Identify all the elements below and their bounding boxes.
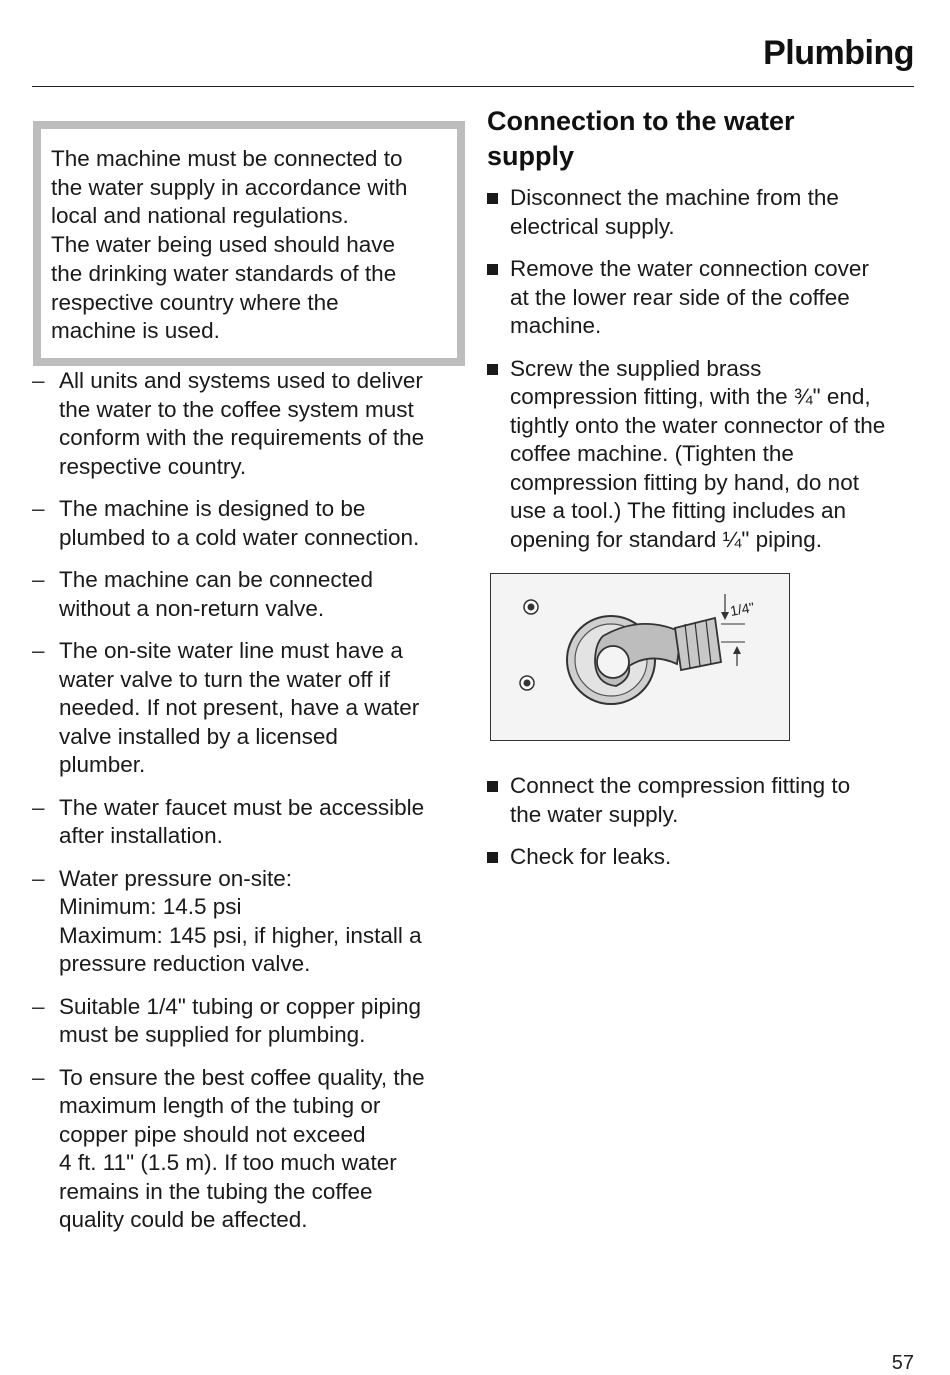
requirement-line: after installation. (59, 823, 223, 848)
requirement-line: plumbed to a cold water connection. (59, 524, 420, 550)
dash-bullet-icon: – (32, 794, 45, 820)
requirement-item (32, 865, 462, 979)
dash-bullet-icon: – (32, 496, 45, 521)
water-connector-icon (567, 616, 681, 704)
step-line: tightly onto the water connector of the (510, 412, 886, 438)
requirement-item (32, 1064, 462, 1235)
square-bullet-icon (487, 852, 498, 863)
requirement-line: Suitable 1/4" tubing or copper piping (59, 993, 421, 1019)
requirement-line: All units and systems used to deliver (59, 368, 423, 393)
step-line: Disconnect the machine from the (510, 185, 839, 210)
step-line: at the lower rear side of the coffee (510, 284, 850, 310)
dash-bullet-icon: – (32, 1064, 45, 1090)
requirement-line: conform with the requirements of the (59, 425, 425, 450)
requirement-item (32, 495, 462, 552)
requirements-list (32, 367, 462, 1249)
note-line: respective country where the (51, 289, 339, 315)
connection-steps (487, 184, 927, 554)
heading-line: Connection to the water (487, 106, 795, 136)
note-line: The machine must be connected to (51, 146, 403, 171)
dash-bullet-icon: – (32, 993, 45, 1019)
requirement-line: Maximum: 145 psi, if higher, install a (59, 922, 422, 948)
note-line: the drinking water standards of the (51, 260, 397, 286)
step-line: opening for standard ¼" piping. (510, 526, 822, 552)
square-bullet-icon (487, 193, 498, 204)
page-title: Plumbing (763, 34, 914, 72)
requirement-line: To ensure the best coffee quality, the (59, 1064, 425, 1090)
step-line: compression fitting by hand, do not (510, 469, 859, 495)
requirement-line: Minimum: 14.5 psi (59, 894, 242, 919)
step-line: the water supply. (510, 801, 679, 827)
fitting-diagram (491, 574, 789, 740)
connection-steps-after-figure (487, 772, 927, 872)
step-line: Screw the supplied brass (510, 355, 762, 381)
requirement-line: The machine can be connected (59, 567, 373, 592)
requirement-line: The machine is designed to be (59, 496, 366, 521)
requirement-item (32, 993, 462, 1050)
dash-bullet-icon: – (32, 368, 45, 393)
requirement-line: the water to the coffee system must (59, 396, 414, 422)
note-line: machine is used. (51, 318, 220, 344)
note-line: local and national regulations. (51, 203, 349, 229)
connection-section (487, 104, 927, 568)
requirement-item (32, 637, 462, 780)
regulation-note-box (33, 121, 465, 366)
note-line: The water being used should have (51, 232, 395, 258)
section-heading (487, 104, 927, 174)
requirement-line: respective country. (59, 453, 247, 479)
requirement-line: 4 ft. 11" (1.5 m). If too much water (59, 1150, 397, 1175)
step-line: use a tool.) The fitting includes an (510, 498, 847, 523)
requirement-line: copper pipe should not exceed (59, 1121, 366, 1147)
note-line: the water supply in accordance with (51, 174, 408, 200)
compression-fitting-illustration (490, 573, 790, 741)
fitting-size-label: 1/4" (728, 598, 756, 619)
dash-bullet-icon: – (32, 638, 45, 663)
step-line: compression fitting, with the ¾" end, (510, 384, 871, 409)
heading-line: supply (487, 141, 575, 171)
dash-bullet-icon: – (32, 865, 45, 891)
requirement-line: maximum length of the tubing or (59, 1093, 381, 1118)
screw-icon (524, 600, 538, 614)
requirement-item (32, 566, 462, 623)
requirement-item (32, 367, 462, 481)
requirement-line: plumber. (59, 752, 146, 777)
step-line: Check for leaks. (510, 844, 672, 869)
screw-icon (520, 676, 534, 690)
step-line: electrical supply. (510, 213, 675, 239)
connection-steps-continued (487, 772, 927, 886)
requirement-line: valve installed by a licensed (59, 723, 338, 749)
requirement-line: needed. If not present, have a water (59, 695, 420, 720)
note-text (51, 145, 457, 346)
step-line: Remove the water connection cover (510, 256, 869, 281)
brass-fitting-icon (675, 618, 721, 670)
dash-bullet-icon: – (32, 567, 45, 592)
requirement-line: pressure reduction valve. (59, 951, 311, 976)
square-bullet-icon (487, 264, 498, 275)
requirement-line: The on-site water line must have a (59, 638, 403, 663)
step-item (487, 772, 927, 829)
step-line: coffee machine. (Tighten the (510, 441, 794, 466)
requirement-line: Water pressure on-site: (59, 865, 292, 891)
page-number: 57 (891, 1352, 914, 1374)
requirement-line: The water faucet must be accessible (59, 794, 425, 820)
requirement-line: water valve to turn the water off if (59, 666, 390, 692)
requirement-line: remains in the tubing the coffee (59, 1178, 373, 1204)
requirement-line: without a non-return valve. (59, 595, 325, 621)
step-item (487, 843, 927, 872)
square-bullet-icon (487, 781, 498, 792)
step-line: machine. (510, 313, 602, 338)
step-item (487, 355, 927, 555)
requirement-line: must be supplied for plumbing. (59, 1022, 366, 1047)
requirement-line: quality could be affected. (59, 1207, 308, 1232)
step-line: Connect the compression fitting to (510, 773, 851, 798)
header-divider (32, 86, 914, 87)
requirement-item (32, 794, 462, 851)
step-item (487, 184, 927, 241)
step-item (487, 255, 927, 341)
square-bullet-icon (487, 364, 498, 375)
